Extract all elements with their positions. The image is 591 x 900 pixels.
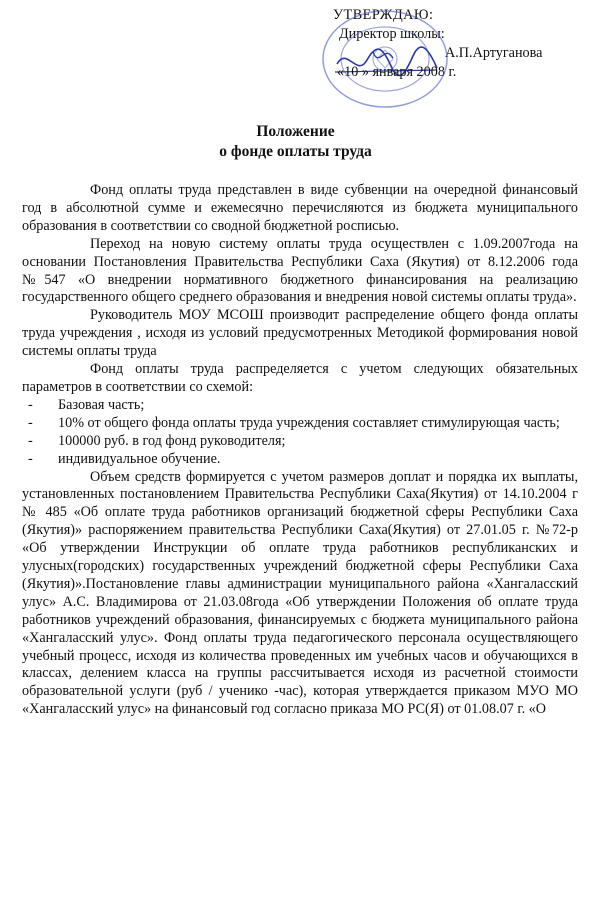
paragraph-4: Фонд оплаты труда распределяется с учетом следующих обязательных параметров в соответствии со схемой: [22, 361, 578, 395]
paragraph-3: Руководитель МОУ МСОШ производит распределение общего фонда оплаты труда учреждения , исходя из условий предусмотренных Методикой формирования новой системы оплаты труда [22, 307, 578, 360]
list-item [22, 415, 578, 433]
list-item-text: 100000 руб. в год фонд руководителя; [58, 432, 286, 449]
list-item [22, 433, 578, 451]
dash-icon: - [28, 396, 33, 413]
dash-icon: - [28, 450, 33, 467]
list-item [22, 451, 578, 469]
approval-title: УТВЕРЖДАЮ: [333, 7, 434, 23]
list-item-text: индивидуальное обучение. [58, 450, 221, 467]
approval-name: А.П.Артуганова [445, 45, 543, 61]
list-item [22, 397, 578, 415]
paragraph-1: Фонд оплаты труда представлен в виде субвенции на очередной финансовый год в абсолютной сумме и ежемесячно перечисляются из бюджета муниципального образования в соответствии со сводной бюджетной росписью. [22, 182, 578, 234]
dash-icon: - [28, 414, 33, 431]
dash-icon: - [28, 432, 33, 449]
document-subtitle: о фонде оплаты труда [219, 143, 372, 160]
list-item-text: 10% от общего фонда оплаты труда учреждения составляет стимулирующая часть; [58, 414, 560, 431]
paragraph-2: Переход на новую систему оплаты труда осуществлен с 1.09.2007года на основании Постановления Правительства Республики Саха (Якутия) от 8.12.2006 года №547 «О внедрении нормативного бюджетного финансирования на реализацию государственного общего среднего образования и внедрения новой системы оплаты труда». [22, 235, 578, 306]
parameter-list [22, 397, 578, 469]
document-title: Положение [256, 123, 335, 140]
list-item-text: Базовая часть; [58, 396, 145, 413]
document-body [22, 182, 578, 719]
approval-date: «10 » января 2008 г. [337, 64, 457, 80]
paragraph-5: Объем средств формируется с учетом размеров доплат и порядка их выплаты, установленных постановлением Правительства Республики Саха(Якутия) от 14.10.2004 г № 485 «Об оплате труда работников организаций бюджетной сферы Республики Саха (Якутия)» распоряжением правительства Республики Саха(Якутия) от 27.01.05 г. №72-р «Об утверждении Инструкции об оплате труда работников республиканских и улусных(городских) государственных учреждений бюджетной сферы Республики Саха (Якутия)».Постановление главы администрации муниципального района «Хангаласский улус» А.С. Владимирова от 21.03.08года «Об утверждении Положения об оплате труда работников учреждений образования, финансируемых с бюджета муниципального района «Хангаласский улус». Фонд оплаты труда педагогического персонала осуществляющего учебный процесс, исходя из количества проведенных им учебных часов и обучающихся в классах, делением класса на группы рассчитывается исходя из расчетной стоимости образовательной услуги (руб / ученико -час), которая утверждается приказом МУО МО «Хангаласский улус» на финансовый год согласно приказа МО РС(Я) от 01.08.07 г. «О [22, 468, 578, 718]
school-stamp-icon [315, 4, 455, 114]
approval-role: Директор школы: [339, 26, 445, 42]
